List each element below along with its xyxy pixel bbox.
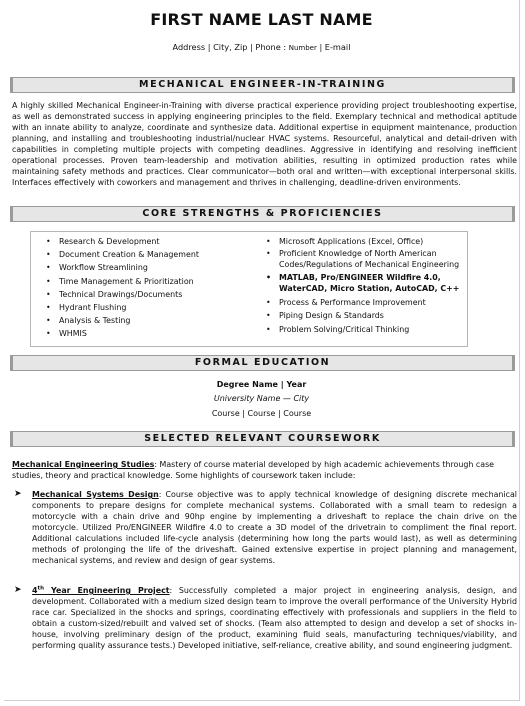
strength-item: • Document Creation & Management xyxy=(43,248,243,261)
coursework-entry-title: Mechanical Systems Design xyxy=(32,490,159,499)
arrow-bullet-icon: ➤ xyxy=(14,489,22,499)
coursework-entry-text: : Successfully completed a major project in engineering analysis, design, and development. Collaborated with a medium sized design team to improve the overall performance of the University Hybrid race car. Specialized in the shocks and springs, coordinating effectively with professionals and suppliers in the field to obtain a custom-sized/rebuilt and valved set of shocks. (Team also attempted to design and develop a set of shocks in-house, involving preliminary design of the product, examining fluid seals, manufacturing techniques/viability, and performing quality assurance tests.) Developed initiative, self-reliance, creative ability, and sound engineering judgment. xyxy=(32,586,517,650)
coursework-intro-text: : Mastery of course material developed by high academic achievements through case studies, theory and practical knowledge. Some highlights of coursework taken include: xyxy=(12,460,495,480)
strength-item: • Problem Solving/Critical Thinking xyxy=(263,323,463,336)
title-ordinal: th xyxy=(37,585,45,592)
arrow-bullet-icon: ➤ xyxy=(14,585,22,595)
resume-page xyxy=(4,0,520,701)
strength-item xyxy=(263,248,463,270)
coursework-entry xyxy=(12,489,517,566)
strength-item-line: Codes/Regulations of Mechanical Engineering xyxy=(279,260,460,270)
degree-line: Degree Name | Year xyxy=(216,380,307,389)
coursework-intro-lead: Mechanical Engineering Studies xyxy=(12,460,155,469)
degree-year: Year xyxy=(286,380,307,389)
strengths-box xyxy=(30,231,468,347)
strength-item: • Microsoft Applications (Excel, Office) xyxy=(263,235,463,248)
university-line: University Name — City xyxy=(213,394,310,403)
coursework-entry-text: : Course objective was to apply technical knowledge of designing discrete mechanical components to prepare designs for complete mechanical systems. Collaborated with a small team to redesign a motorcycle with a chain drive and 90hp engine by implementing a driveshaft to replace the chain drive on the motorcycle. Utilized Pro/ENGINEER Wildfire 4.0 to create a 3D model of the drivetrain to compliment the final report. Additional calculations included life-cycle analysis (determining how long the parts would last), as well as determining methods of prolonging the life of the driveshaft. Gained extensive expertise in project planning and management, mechanical systems, and review and design of gear systems. xyxy=(32,490,517,565)
title-number: 4 xyxy=(32,586,38,595)
strength-item: • Analysis & Testing xyxy=(43,314,243,327)
strength-item-line: • Proficient Knowledge of North American xyxy=(279,249,437,259)
strength-item-line: • MATLAB, Pro/ENGINEER Wildfire 4.0, xyxy=(279,273,441,283)
coursework-entry-title xyxy=(32,586,170,595)
degree-name: Degree Name xyxy=(216,380,278,389)
coursework-intro xyxy=(12,459,517,481)
strength-item: • Process & Performance Improvement xyxy=(263,296,463,309)
coursework-heading: SELECTED RELEVANT COURSEWORK xyxy=(10,431,515,447)
courses-line: Course | Course | Course xyxy=(211,409,312,418)
contact-prefix: Address | City, Zip | Phone : xyxy=(172,42,289,52)
objective-heading: MECHANICAL ENGINEER-IN-TRAINING xyxy=(10,77,515,93)
strength-item: • WHMIS xyxy=(43,327,243,340)
coursework-entry xyxy=(12,585,517,651)
strength-item: • Hydrant Flushing xyxy=(43,301,243,314)
strength-item: • Time Management & Prioritization xyxy=(43,275,243,288)
objective-summary: A highly skilled Mechanical Engineer-in-Training with diverse practical experience providing project troubleshooting expertise, as well as demonstrated success in applying engineering principles to the field. Exemplary technical and methodical aptitude with an innate ability to analyze, coordinate and synthesize data. Additional expertise in equipment maintenance, production planning, and installing and troubleshooting industrial/nuclear HVAC systems. Resourceful, analytical and detail-driven with capabilities in completing multiple projects with competing deadlines. Aggressive in identifying and resolving inefficient operational processes. Proven team-leadership and motivation abilities, resulting in optimized production rates while maintaining safety methods and practices. Clear communicator—both oral and written—with exceptional interpersonal skills. Interfaces effectively with coworkers and management and thrives in challenging, deadline-driven environments. xyxy=(12,101,517,187)
contact-suffix: | E-mail xyxy=(316,42,351,52)
contact-line xyxy=(4,42,519,52)
strength-item: • Research & Development xyxy=(43,235,243,248)
candidate-name: FIRST NAME LAST NAME xyxy=(150,10,373,29)
strengths-right-list xyxy=(263,235,463,336)
education-heading: FORMAL EDUCATION xyxy=(10,355,515,371)
coursework-entry-body xyxy=(32,585,517,651)
strength-item xyxy=(263,272,463,294)
strength-item: • Workflow Streamlining xyxy=(43,261,243,274)
strength-item: • Piping Design & Standards xyxy=(263,309,463,322)
coursework-entry-body xyxy=(32,489,517,566)
strength-item: • Technical Drawings/Documents xyxy=(43,288,243,301)
title-rest: Year Engineering Project xyxy=(44,586,170,595)
contact-number: Number xyxy=(288,44,317,52)
strength-item-line: WaterCAD, Micro Station, AutoCAD, C++ xyxy=(279,284,460,294)
strengths-heading: CORE STRENGTHS & PROFICIENCIES xyxy=(10,206,515,222)
strengths-left-list xyxy=(43,235,243,341)
